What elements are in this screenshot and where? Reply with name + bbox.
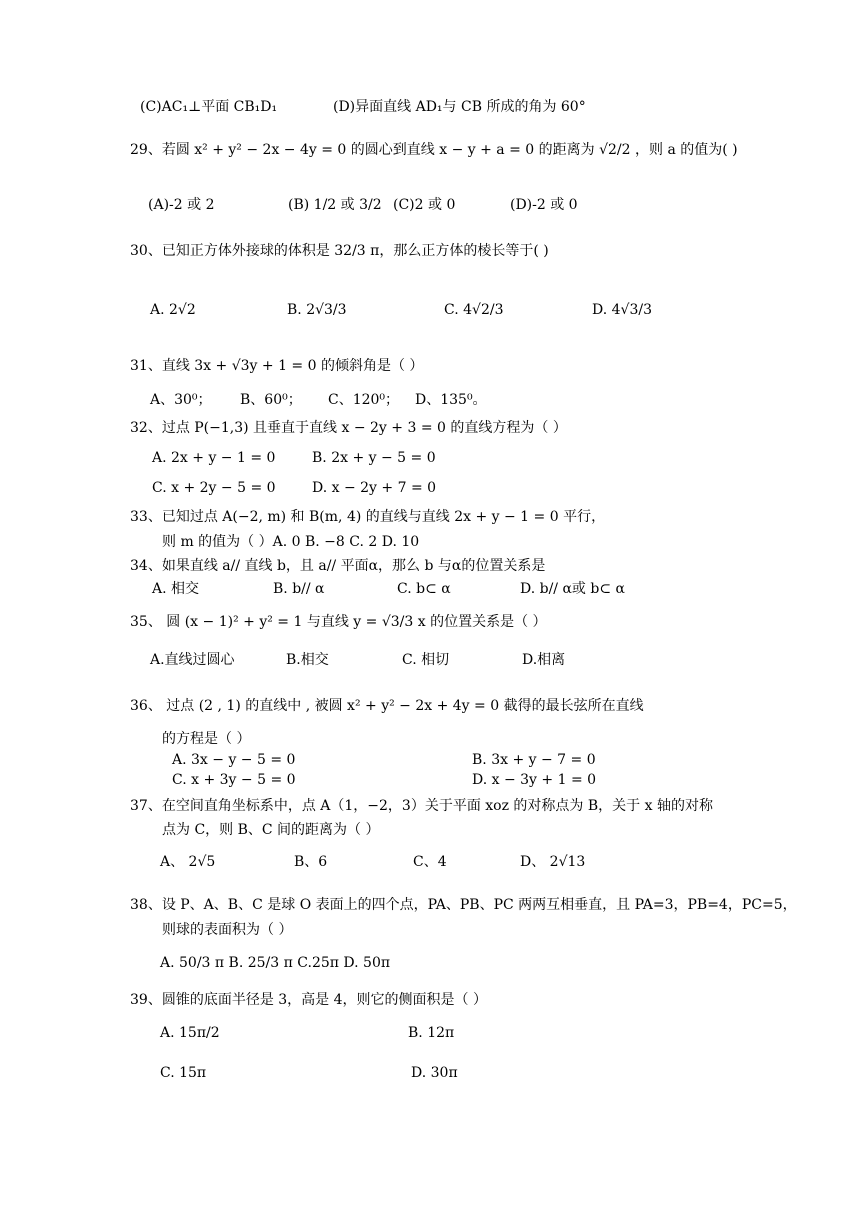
text-line-q36o1-part-1: A. 3x − y − 5 = 0 [172,752,296,768]
text-line-q31o-part-4: D、135⁰。 [415,392,487,408]
text-line-q37o-part-4: D、 2√13 [520,854,586,870]
text-line-q34o-part-2: B. b// α [273,581,325,597]
text-line-q33: 33、已知过点 A(−2, m) 和 B(m, 4) 的直线与直线 2x + y − 1 = 0 平行， [130,509,606,525]
text-line-l1-part-1: (C)AC₁⊥平面 CB₁D₁ [140,99,278,115]
text-line-q39: 39、圆锥的底面半径是 3，高是 4，则它的侧面积是（ ） [130,992,487,1008]
text-line-q29o-part-1: (A)-2 或 2 [148,197,215,213]
text-line-q39b-part-2: D. 30π [411,1065,458,1081]
text-line-q34: 34、如果直线 a// 直线 b，且 a// 平面α，那么 b 与α的位置关系是 [130,558,546,574]
text-line-q37o-part-1: A、 2√5 [160,854,216,870]
text-line-q36o2-part-1: C. x + 3y − 5 = 0 [172,772,296,788]
text-line-q33b: 则 m 的值为（ ）A. 0 B. −8 C. 2 D. 10 [162,534,420,550]
text-line-q35o-part-1: A.直线过圆心 [150,652,235,668]
text-line-q29: 29、若圆 x² + y² − 2x − 4y = 0 的圆心到直线 x − y + a = 0 的距离为 √2/2 ，则 a 的值为( ) [130,142,738,158]
text-line-q37o-part-3: C、4 [413,854,447,870]
text-line-q34o-part-1: A. 相交 [152,581,200,597]
text-line-q31o-part-1: A、30⁰； [150,392,212,408]
text-line-q36b: 的方程是（ ） [162,731,251,747]
text-line-q29o-part-2: (B) 1/2 或 3/2 [288,197,382,213]
text-line-q32a-part-1: A. 2x + y − 1 = 0 [152,450,276,466]
text-line-q32b-part-2: D. x − 2y + 7 = 0 [312,480,437,496]
text-line-l1-part-2: (D)异面直线 AD₁与 CB 所成的角为 60° [333,99,586,115]
text-line-q36: 36、 过点 (2 , 1) 的直线中 , 被圆 x² + y² − 2x + 4y = 0 截得的最长弦所在直线 [130,698,644,714]
text-line-q34o-part-3: C. b⊂ α [397,581,451,597]
text-line-q30o-part-1: A. 2√2 [150,302,196,318]
text-line-q35o-part-4: D.相离 [522,652,566,668]
text-line-q32: 32、过点 P(−1,3) 且垂直于直线 x − 2y + 3 = 0 的直线方程为（ ） [130,420,567,436]
text-line-q38: 38、设 P、A、B、C 是球 O 表面上的四个点，PA、PB、PC 两两互相垂直，且 PA=3，PB=4，PC=5， [130,897,797,913]
text-line-q30o-part-4: D. 4√3/3 [592,302,652,318]
text-line-q31: 31、直线 3x + √3y + 1 = 0 的倾斜角是（ ） [130,358,424,374]
text-line-q39a-part-1: A. 15π/2 [160,1025,220,1041]
text-line-q36o2-part-2: D. x − 3y + 1 = 0 [472,772,597,788]
text-line-q37o-part-2: B、6 [294,854,328,870]
text-line-q38b: 则球的表面积为（ ） [162,922,293,938]
text-line-q31o-part-3: C、120⁰； [328,392,400,408]
text-line-q37: 37、在空间直角坐标系中，点 A（1，−2，3）关于平面 xoz 的对称点为 B，关于 x 轴的对称 [130,798,713,814]
text-line-q30o-part-3: C. 4√2/3 [444,302,504,318]
text-line-q32a-part-2: B. 2x + y − 5 = 0 [312,450,436,466]
text-line-q36o1-part-2: B. 3x + y − 7 = 0 [472,752,596,768]
text-line-q32b-part-1: C. x + 2y − 5 = 0 [152,480,276,496]
text-line-q39b-part-1: C. 15π [160,1065,207,1081]
text-line-q31o-part-2: B、60⁰； [240,392,302,408]
text-line-q39a-part-2: B. 12π [408,1025,455,1041]
text-line-q30o-part-2: B. 2√3/3 [287,302,347,318]
text-line-q35: 35、 圆 (x − 1)² + y² = 1 与直线 y = √3/3 x 的位置关系是（ ） [130,614,547,630]
text-line-q29o-part-4: (D)-2 或 0 [510,197,578,213]
text-line-q30: 30、已知正方体外接球的体积是 32/3 π，那么正方体的棱长等于( ) [130,243,549,259]
text-line-q35o-part-2: B.相交 [286,652,329,668]
text-line-q37b: 点为 C，则 B、C 间的距离为（ ） [162,822,380,838]
text-line-q38o: A. 50/3 π B. 25/3 π C.25π D. 50π [160,955,391,971]
text-line-q29o-part-3: (C)2 或 0 [393,197,456,213]
text-line-q35o-part-3: C. 相切 [402,652,450,668]
text-line-q34o-part-4: D. b// α或 b⊂ α [520,581,625,597]
